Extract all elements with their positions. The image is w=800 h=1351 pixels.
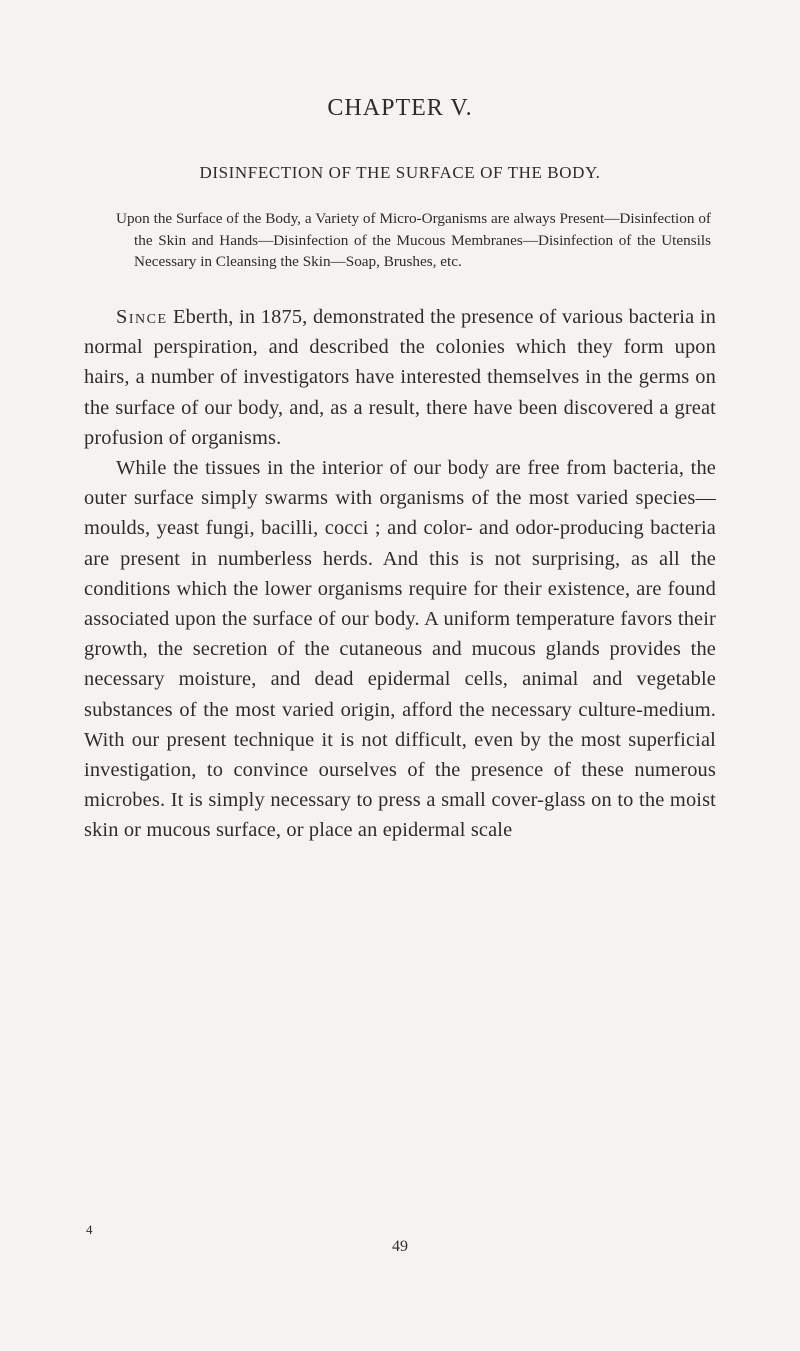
body-text <box>84 302 716 846</box>
paragraph-2 <box>84 453 716 846</box>
paragraph-1-text: Eberth, in 1875, demonstrated the presence of various bacteria in normal perspiration, and described the colonies which they form upon hairs, a number of investigators have interested themselves in the germs on the surface of our body, and, as a result, there have been discovered a great profusion of organisms. <box>84 306 716 449</box>
chapter-heading: CHAPTER V. <box>327 95 473 121</box>
signature-mark: 4 <box>86 1222 93 1237</box>
section-heading: DISINFECTION OF THE SURFACE OF THE BODY. <box>199 163 601 182</box>
paragraph-1 <box>84 302 716 453</box>
chapter-summary-text: Upon the Surface of the Body, a Variety of Micro-Organisms are always Present—Disinfection of the Skin and Hands—Disinfection of the Mucous Membranes—Disinfection of the Utensils Necessary in Cleansing the Skin—Soap, Brushes, etc. <box>116 210 711 270</box>
page-number: 49 <box>392 1238 408 1255</box>
chapter-summary <box>116 208 711 273</box>
paragraph-2-text: While the tissues in the interior of our body are free from bacteria, the outer surface simply swarms with organisms of the most varied species—moulds, yeast fungi, bacilli, cocci ; and color- and odor-producing bacteria are present in numberless herds. And this is not surprising, as all the conditions which the lower organisms require for their existence, are found associated upon the surface of our body. A uniform temperature favors their growth, the secretion of the cutaneous and mucous glands provides the necessary moisture, and dead epidermal cells, animal and vegetable substances of the most varied origin, afford the necessary culture-medium. With our present technique it is not difficult, even by the most superficial investigation, to convince ourselves of the presence of these numerous microbes. It is simply necessary to press a small cover-glass on to the moist skin or mucous surface, or place an epidermal scale <box>84 457 716 842</box>
paragraph-1-lead: Since <box>116 306 168 328</box>
